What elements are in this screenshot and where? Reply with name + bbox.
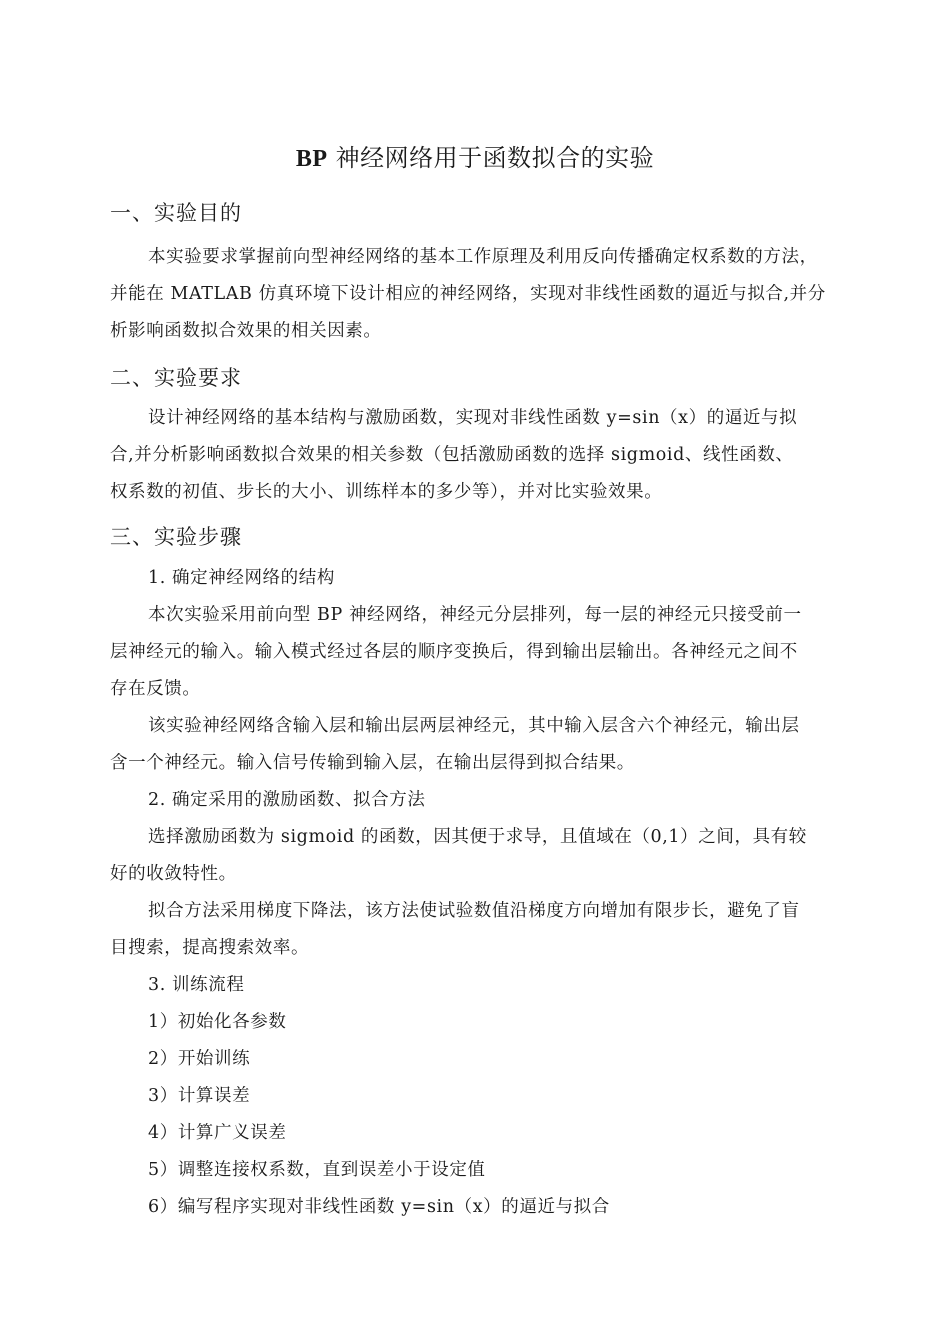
step-title: 2. 确定采用的激励函数、拟合方法 [148, 790, 426, 810]
list-item: 4）计算广义误差 [148, 1123, 287, 1143]
section-heading-steps: 三、实验步骤 [110, 525, 242, 549]
step-title: 1. 确定神经网络的结构 [148, 568, 335, 588]
paragraph-line: 层神经元的输入。输入模式经过各层的顺序变换后，得到输出层输出。各神经元之间不 [110, 642, 798, 662]
paragraph-line: 权系数的初值、步长的大小、训练样本的多少等），并对比实验效果。 [110, 482, 663, 502]
paragraph-line: 含一个神经元。输入信号传输到输入层，在输出层得到拟合结果。 [110, 753, 635, 773]
list-item: 6）编写程序实现对非线性函数 y=sin（x）的逼近与拟合 [148, 1197, 610, 1217]
paragraph-line: 存在反馈。 [110, 679, 201, 699]
title-rest: 神经网络用于函数拟合的实验 [327, 144, 655, 172]
step-title: 3. 训练流程 [148, 975, 245, 995]
paragraph-line: 选择激励函数为 sigmoid 的函数，因其便于求导，且值域在（0,1）之间，具有较 [148, 827, 807, 847]
paragraph-line: 拟合方法采用梯度下降法，该方法使试验数值沿梯度方向增加有限步长，避免了盲 [148, 901, 800, 921]
title-bold-part: BP [295, 146, 328, 172]
paragraph-line: 合,并分析影响函数拟合效果的相关参数（包括激励函数的选择 sigmoid、线性函数、 [110, 445, 794, 465]
list-item: 5）调整连接权系数，直到误差小于设定值 [148, 1160, 486, 1180]
paragraph-line: 本次实验采用前向型 BP 神经网络，神经元分层排列，每一层的神经元只接受前一 [148, 605, 802, 625]
list-item: 1）初始化各参数 [148, 1012, 287, 1032]
document-title [0, 140, 950, 177]
list-item: 2）开始训练 [148, 1049, 251, 1069]
paragraph-line: 目搜索，提高搜索效率。 [110, 938, 310, 958]
paragraph-line: 析影响函数拟合效果的相关因素。 [110, 321, 382, 341]
paragraph-line: 好的收敛特性。 [110, 864, 237, 884]
paragraph-line: 该实验神经网络含输入层和输出层两层神经元，其中输入层含六个神经元，输出层 [148, 716, 800, 736]
paragraph-line: 设计神经网络的基本结构与激励函数，实现对非线性函数 y=sin（x）的逼近与拟 [148, 408, 798, 428]
paragraph-line: 本实验要求掌握前向型神经网络的基本工作原理及利用反向传播确定权系数的方法， [148, 247, 818, 267]
section-heading-requirements: 二、实验要求 [110, 366, 242, 390]
section-heading-purpose: 一、实验目的 [110, 201, 242, 225]
paragraph-line: 并能在 MATLAB 仿真环境下设计相应的神经网络，实现对非线性函数的逼近与拟合,并分 [110, 284, 826, 304]
list-item: 3）计算误差 [148, 1086, 251, 1106]
